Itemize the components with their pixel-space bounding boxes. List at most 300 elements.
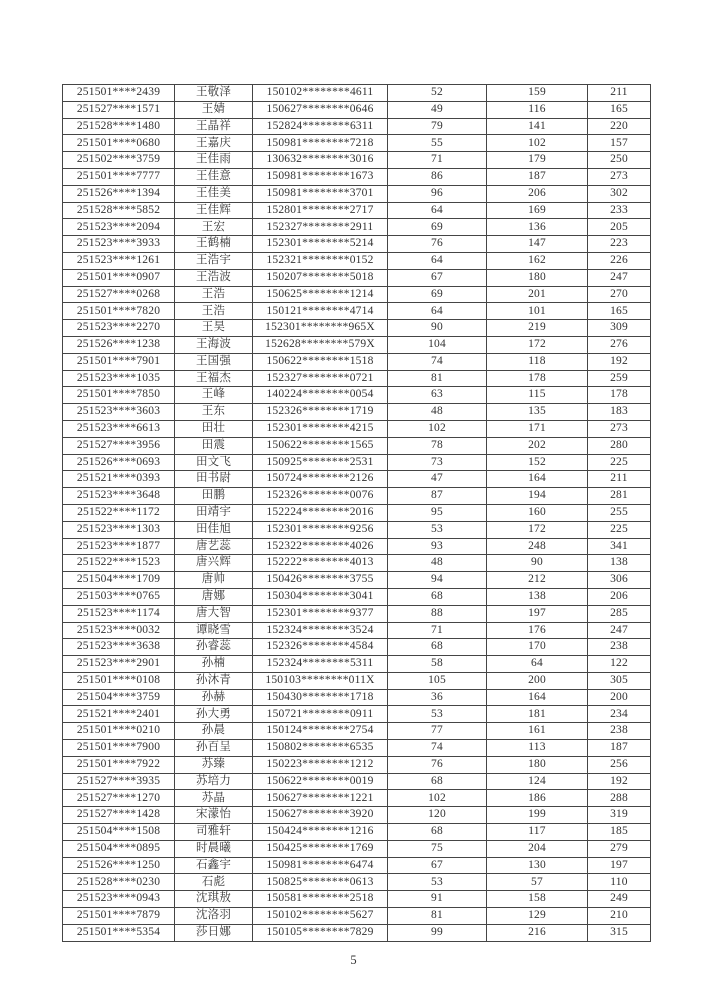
cell-score-1: 55 xyxy=(388,135,487,152)
table-row xyxy=(63,488,651,505)
cell-exam-no: 251521****2401 xyxy=(63,706,175,723)
cell-id-number: 152326********1719 xyxy=(253,404,388,421)
cell-score-2: 197 xyxy=(487,605,588,622)
cell-score-1: 96 xyxy=(388,185,487,202)
cell-score-1: 58 xyxy=(388,656,487,673)
cell-total: 206 xyxy=(588,588,651,605)
table-row xyxy=(63,269,651,286)
cell-score-2: 187 xyxy=(487,168,588,185)
cell-score-1: 67 xyxy=(388,857,487,874)
cell-id-number: 152301********965X xyxy=(253,320,388,337)
cell-score-2: 129 xyxy=(487,908,588,925)
cell-id-number: 140224********0054 xyxy=(253,387,388,404)
cell-score-1: 52 xyxy=(388,85,487,102)
cell-name: 孙赫 xyxy=(175,689,253,706)
cell-exam-no: 251526****0693 xyxy=(63,454,175,471)
cell-total: 165 xyxy=(588,101,651,118)
cell-exam-no: 251527****1270 xyxy=(63,790,175,807)
cell-score-2: 180 xyxy=(487,756,588,773)
cell-name: 王浩 xyxy=(175,303,253,320)
cell-total: 270 xyxy=(588,286,651,303)
table-row xyxy=(63,303,651,320)
cell-name: 司雅轩 xyxy=(175,824,253,841)
cell-score-1: 120 xyxy=(388,807,487,824)
cell-name: 田文飞 xyxy=(175,454,253,471)
cell-score-1: 64 xyxy=(388,252,487,269)
table-row xyxy=(63,236,651,253)
cell-score-2: 179 xyxy=(487,152,588,169)
cell-exam-no: 251523****3933 xyxy=(63,236,175,253)
cell-total: 187 xyxy=(588,740,651,757)
cell-score-1: 53 xyxy=(388,521,487,538)
cell-score-2: 90 xyxy=(487,555,588,572)
cell-score-1: 53 xyxy=(388,706,487,723)
cell-score-1: 88 xyxy=(388,605,487,622)
cell-name: 苏臻 xyxy=(175,756,253,773)
cell-exam-no: 251501****0108 xyxy=(63,672,175,689)
table-row xyxy=(63,336,651,353)
cell-exam-no: 251501****7879 xyxy=(63,908,175,925)
table-row xyxy=(63,605,651,622)
cell-score-1: 75 xyxy=(388,840,487,857)
cell-id-number: 150925********2531 xyxy=(253,454,388,471)
table-row xyxy=(63,689,651,706)
cell-total: 185 xyxy=(588,824,651,841)
cell-score-2: 160 xyxy=(487,504,588,521)
cell-exam-no: 251503****0765 xyxy=(63,588,175,605)
cell-score-2: 162 xyxy=(487,252,588,269)
cell-score-1: 64 xyxy=(388,202,487,219)
cell-id-number: 150622********0019 xyxy=(253,773,388,790)
cell-id-number: 152324********3524 xyxy=(253,622,388,639)
cell-score-2: 164 xyxy=(487,689,588,706)
cell-name: 王东 xyxy=(175,404,253,421)
cell-score-1: 91 xyxy=(388,891,487,908)
cell-score-2: 176 xyxy=(487,622,588,639)
cell-name: 王峰 xyxy=(175,387,253,404)
cell-exam-no: 251523****6613 xyxy=(63,420,175,437)
cell-exam-no: 251527****3956 xyxy=(63,437,175,454)
cell-score-2: 135 xyxy=(487,404,588,421)
cell-score-1: 47 xyxy=(388,471,487,488)
cell-score-1: 86 xyxy=(388,168,487,185)
table-row xyxy=(63,85,651,102)
cell-score-2: 124 xyxy=(487,773,588,790)
table-row xyxy=(63,437,651,454)
cell-name: 孙楠 xyxy=(175,656,253,673)
cell-exam-no: 251523****0943 xyxy=(63,891,175,908)
cell-name: 孙沐青 xyxy=(175,672,253,689)
cell-total: 211 xyxy=(588,471,651,488)
cell-name: 宋濛怡 xyxy=(175,807,253,824)
cell-name: 唐大智 xyxy=(175,605,253,622)
cell-total: 211 xyxy=(588,85,651,102)
cell-total: 138 xyxy=(588,555,651,572)
cell-score-2: 102 xyxy=(487,135,588,152)
cell-exam-no: 251522****1172 xyxy=(63,504,175,521)
table-row xyxy=(63,656,651,673)
table-row xyxy=(63,572,651,589)
cell-score-2: 212 xyxy=(487,572,588,589)
cell-score-1: 36 xyxy=(388,689,487,706)
table-row xyxy=(63,219,651,236)
cell-total: 280 xyxy=(588,437,651,454)
cell-score-2: 194 xyxy=(487,488,588,505)
cell-id-number: 152224********2016 xyxy=(253,504,388,521)
cell-id-number: 150102********5627 xyxy=(253,908,388,925)
cell-id-number: 150825********0613 xyxy=(253,874,388,891)
cell-name: 孙晨 xyxy=(175,723,253,740)
cell-id-number: 130632********3016 xyxy=(253,152,388,169)
table-row xyxy=(63,387,651,404)
cell-name: 王婧 xyxy=(175,101,253,118)
table-row xyxy=(63,555,651,572)
cell-name: 田靖宇 xyxy=(175,504,253,521)
table-row xyxy=(63,420,651,437)
cell-score-2: 64 xyxy=(487,656,588,673)
cell-score-1: 78 xyxy=(388,437,487,454)
cell-name: 莎日娜 xyxy=(175,924,253,941)
cell-exam-no: 251523****3603 xyxy=(63,404,175,421)
cell-total: 259 xyxy=(588,370,651,387)
cell-score-2: 170 xyxy=(487,639,588,656)
cell-id-number: 152321********0152 xyxy=(253,252,388,269)
table-row xyxy=(63,874,651,891)
table-row xyxy=(63,454,651,471)
cell-total: 223 xyxy=(588,236,651,253)
cell-name: 王佳意 xyxy=(175,168,253,185)
cell-score-2: 202 xyxy=(487,437,588,454)
cell-score-1: 87 xyxy=(388,488,487,505)
cell-exam-no: 251523****1303 xyxy=(63,521,175,538)
cell-id-number: 152326********0076 xyxy=(253,488,388,505)
cell-name: 唐艺蕊 xyxy=(175,538,253,555)
cell-score-1: 68 xyxy=(388,588,487,605)
cell-exam-no: 251526****1250 xyxy=(63,857,175,874)
table-row xyxy=(63,740,651,757)
cell-name: 王嘉庆 xyxy=(175,135,253,152)
cell-total: 210 xyxy=(588,908,651,925)
cell-score-1: 71 xyxy=(388,152,487,169)
cell-exam-no: 251527****3935 xyxy=(63,773,175,790)
cell-exam-no: 251501****5354 xyxy=(63,924,175,941)
table-row xyxy=(63,320,651,337)
table-row xyxy=(63,353,651,370)
table-row xyxy=(63,135,651,152)
cell-total: 285 xyxy=(588,605,651,622)
cell-exam-no: 251523****3638 xyxy=(63,639,175,656)
cell-score-1: 95 xyxy=(388,504,487,521)
cell-id-number: 150124********2754 xyxy=(253,723,388,740)
table-row xyxy=(63,471,651,488)
cell-total: 306 xyxy=(588,572,651,589)
cell-score-1: 67 xyxy=(388,269,487,286)
cell-id-number: 150105********7829 xyxy=(253,924,388,941)
cell-total: 288 xyxy=(588,790,651,807)
cell-id-number: 150802********6535 xyxy=(253,740,388,757)
table-row xyxy=(63,924,651,941)
cell-score-2: 186 xyxy=(487,790,588,807)
cell-exam-no: 251504****1508 xyxy=(63,824,175,841)
cell-total: 247 xyxy=(588,269,651,286)
cell-total: 238 xyxy=(588,639,651,656)
cell-score-1: 102 xyxy=(388,420,487,437)
cell-score-1: 76 xyxy=(388,236,487,253)
cell-total: 309 xyxy=(588,320,651,337)
cell-id-number: 150103********011X xyxy=(253,672,388,689)
cell-score-1: 68 xyxy=(388,773,487,790)
cell-score-1: 105 xyxy=(388,672,487,689)
cell-score-2: 117 xyxy=(487,824,588,841)
cell-exam-no: 251501****0210 xyxy=(63,723,175,740)
cell-total: 192 xyxy=(588,773,651,790)
table-row xyxy=(63,807,651,824)
cell-exam-no: 251523****1877 xyxy=(63,538,175,555)
cell-name: 沈琪敖 xyxy=(175,891,253,908)
cell-total: 183 xyxy=(588,404,651,421)
cell-exam-no: 251523****1035 xyxy=(63,370,175,387)
cell-exam-no: 251501****0907 xyxy=(63,269,175,286)
cell-total: 225 xyxy=(588,454,651,471)
cell-name: 王海波 xyxy=(175,336,253,353)
cell-score-2: 200 xyxy=(487,672,588,689)
cell-score-2: 130 xyxy=(487,857,588,874)
cell-total: 220 xyxy=(588,118,651,135)
cell-score-2: 180 xyxy=(487,269,588,286)
cell-name: 时晨曦 xyxy=(175,840,253,857)
cell-score-2: 172 xyxy=(487,521,588,538)
cell-name: 石彪 xyxy=(175,874,253,891)
cell-score-2: 138 xyxy=(487,588,588,605)
table-row xyxy=(63,824,651,841)
cell-id-number: 150625********1214 xyxy=(253,286,388,303)
cell-score-2: 216 xyxy=(487,924,588,941)
cell-score-1: 48 xyxy=(388,555,487,572)
cell-score-1: 81 xyxy=(388,908,487,925)
cell-score-2: 158 xyxy=(487,891,588,908)
cell-score-1: 79 xyxy=(388,118,487,135)
cell-exam-no: 251521****0393 xyxy=(63,471,175,488)
cell-score-2: 152 xyxy=(487,454,588,471)
cell-score-2: 115 xyxy=(487,387,588,404)
table-row xyxy=(63,404,651,421)
cell-name: 苏培力 xyxy=(175,773,253,790)
cell-score-1: 48 xyxy=(388,404,487,421)
cell-score-1: 74 xyxy=(388,740,487,757)
cell-name: 王佳雨 xyxy=(175,152,253,169)
cell-score-2: 161 xyxy=(487,723,588,740)
cell-total: 319 xyxy=(588,807,651,824)
table-row xyxy=(63,756,651,773)
cell-exam-no: 251501****7922 xyxy=(63,756,175,773)
cell-score-1: 76 xyxy=(388,756,487,773)
cell-score-1: 99 xyxy=(388,924,487,941)
cell-score-1: 68 xyxy=(388,824,487,841)
table-row xyxy=(63,639,651,656)
cell-id-number: 152322********4026 xyxy=(253,538,388,555)
cell-id-number: 152301********4215 xyxy=(253,420,388,437)
cell-id-number: 150627********0646 xyxy=(253,101,388,118)
cell-total: 110 xyxy=(588,874,651,891)
cell-score-2: 141 xyxy=(487,118,588,135)
cell-exam-no: 251501****7850 xyxy=(63,387,175,404)
cell-name: 孙百呈 xyxy=(175,740,253,757)
cell-id-number: 152801********2717 xyxy=(253,202,388,219)
cell-id-number: 150425********1769 xyxy=(253,840,388,857)
cell-name: 田鹏 xyxy=(175,488,253,505)
cell-exam-no: 251527****1571 xyxy=(63,101,175,118)
table-row xyxy=(63,101,651,118)
cell-id-number: 150981********7218 xyxy=(253,135,388,152)
cell-total: 200 xyxy=(588,689,651,706)
cell-id-number: 152824********6311 xyxy=(253,118,388,135)
cell-name: 王敬泽 xyxy=(175,85,253,102)
cell-total: 273 xyxy=(588,420,651,437)
table-row xyxy=(63,185,651,202)
table-row xyxy=(63,118,651,135)
cell-name: 田壮 xyxy=(175,420,253,437)
table-row xyxy=(63,622,651,639)
cell-total: 192 xyxy=(588,353,651,370)
cell-score-2: 178 xyxy=(487,370,588,387)
cell-id-number: 150981********3701 xyxy=(253,185,388,202)
cell-exam-no: 251522****1523 xyxy=(63,555,175,572)
cell-exam-no: 251523****3648 xyxy=(63,488,175,505)
cell-total: 255 xyxy=(588,504,651,521)
cell-score-2: 57 xyxy=(487,874,588,891)
cell-score-1: 63 xyxy=(388,387,487,404)
cell-total: 315 xyxy=(588,924,651,941)
cell-score-2: 136 xyxy=(487,219,588,236)
cell-name: 王宏 xyxy=(175,219,253,236)
cell-total: 273 xyxy=(588,168,651,185)
cell-exam-no: 251527****1428 xyxy=(63,807,175,824)
table-row xyxy=(63,538,651,555)
cell-id-number: 150430********1718 xyxy=(253,689,388,706)
cell-name: 孙大勇 xyxy=(175,706,253,723)
cell-score-2: 159 xyxy=(487,85,588,102)
cell-id-number: 150424********1216 xyxy=(253,824,388,841)
cell-id-number: 152327********0721 xyxy=(253,370,388,387)
cell-score-2: 201 xyxy=(487,286,588,303)
cell-name: 孙睿蕊 xyxy=(175,639,253,656)
cell-score-1: 81 xyxy=(388,370,487,387)
cell-name: 唐娜 xyxy=(175,588,253,605)
cell-exam-no: 251523****2270 xyxy=(63,320,175,337)
cell-id-number: 150627********3920 xyxy=(253,807,388,824)
cell-exam-no: 251527****0268 xyxy=(63,286,175,303)
cell-id-number: 150721********0911 xyxy=(253,706,388,723)
cell-score-1: 104 xyxy=(388,336,487,353)
cell-name: 谭晓雪 xyxy=(175,622,253,639)
cell-score-2: 101 xyxy=(487,303,588,320)
cell-name: 王福杰 xyxy=(175,370,253,387)
cell-name: 田震 xyxy=(175,437,253,454)
cell-total: 279 xyxy=(588,840,651,857)
cell-total: 305 xyxy=(588,672,651,689)
cell-total: 225 xyxy=(588,521,651,538)
table-row xyxy=(63,857,651,874)
cell-score-1: 93 xyxy=(388,538,487,555)
cell-total: 197 xyxy=(588,857,651,874)
cell-id-number: 150581********2518 xyxy=(253,891,388,908)
cell-exam-no: 251528****1480 xyxy=(63,118,175,135)
cell-score-2: 248 xyxy=(487,538,588,555)
table-row xyxy=(63,370,651,387)
cell-name: 沈洛羽 xyxy=(175,908,253,925)
cell-name: 王浩宇 xyxy=(175,252,253,269)
cell-id-number: 152222********4013 xyxy=(253,555,388,572)
cell-score-1: 94 xyxy=(388,572,487,589)
cell-exam-no: 251501****2439 xyxy=(63,85,175,102)
table-row xyxy=(63,790,651,807)
cell-name: 王鹤楠 xyxy=(175,236,253,253)
cell-score-1: 69 xyxy=(388,219,487,236)
cell-exam-no: 251501****7900 xyxy=(63,740,175,757)
cell-score-2: 204 xyxy=(487,840,588,857)
table-row xyxy=(63,773,651,790)
cell-exam-no: 251523****1261 xyxy=(63,252,175,269)
cell-name: 唐兴辉 xyxy=(175,555,253,572)
table-row xyxy=(63,588,651,605)
cell-score-2: 219 xyxy=(487,320,588,337)
cell-exam-no: 251504****0895 xyxy=(63,840,175,857)
table-row xyxy=(63,908,651,925)
table-row xyxy=(63,252,651,269)
cell-score-1: 69 xyxy=(388,286,487,303)
table-row xyxy=(63,504,651,521)
table-row xyxy=(63,286,651,303)
table-row xyxy=(63,706,651,723)
cell-id-number: 152301********9256 xyxy=(253,521,388,538)
cell-score-2: 199 xyxy=(487,807,588,824)
table-row xyxy=(63,152,651,169)
cell-id-number: 150207********5018 xyxy=(253,269,388,286)
cell-id-number: 152301********5214 xyxy=(253,236,388,253)
cell-id-number: 152628********579X xyxy=(253,336,388,353)
cell-score-2: 206 xyxy=(487,185,588,202)
cell-name: 王国强 xyxy=(175,353,253,370)
cell-id-number: 152327********2911 xyxy=(253,219,388,236)
cell-id-number: 150622********1518 xyxy=(253,353,388,370)
cell-id-number: 152324********5311 xyxy=(253,656,388,673)
cell-total: 238 xyxy=(588,723,651,740)
cell-exam-no: 251504****1709 xyxy=(63,572,175,589)
cell-exam-no: 251502****3759 xyxy=(63,152,175,169)
cell-score-2: 147 xyxy=(487,236,588,253)
cell-name: 田佳旭 xyxy=(175,521,253,538)
cell-exam-no: 251523****0032 xyxy=(63,622,175,639)
cell-name: 石鑫宇 xyxy=(175,857,253,874)
cell-name: 苏晶 xyxy=(175,790,253,807)
cell-score-2: 113 xyxy=(487,740,588,757)
cell-score-1: 77 xyxy=(388,723,487,740)
cell-score-2: 169 xyxy=(487,202,588,219)
cell-total: 276 xyxy=(588,336,651,353)
cell-total: 281 xyxy=(588,488,651,505)
cell-name: 王浩波 xyxy=(175,269,253,286)
cell-exam-no: 251526****1394 xyxy=(63,185,175,202)
cell-score-1: 71 xyxy=(388,622,487,639)
cell-score-1: 90 xyxy=(388,320,487,337)
cell-id-number: 150627********1221 xyxy=(253,790,388,807)
cell-score-2: 118 xyxy=(487,353,588,370)
cell-exam-no: 251528****5852 xyxy=(63,202,175,219)
table-row xyxy=(63,840,651,857)
cell-score-1: 64 xyxy=(388,303,487,320)
cell-total: 233 xyxy=(588,202,651,219)
cell-id-number: 152301********9377 xyxy=(253,605,388,622)
